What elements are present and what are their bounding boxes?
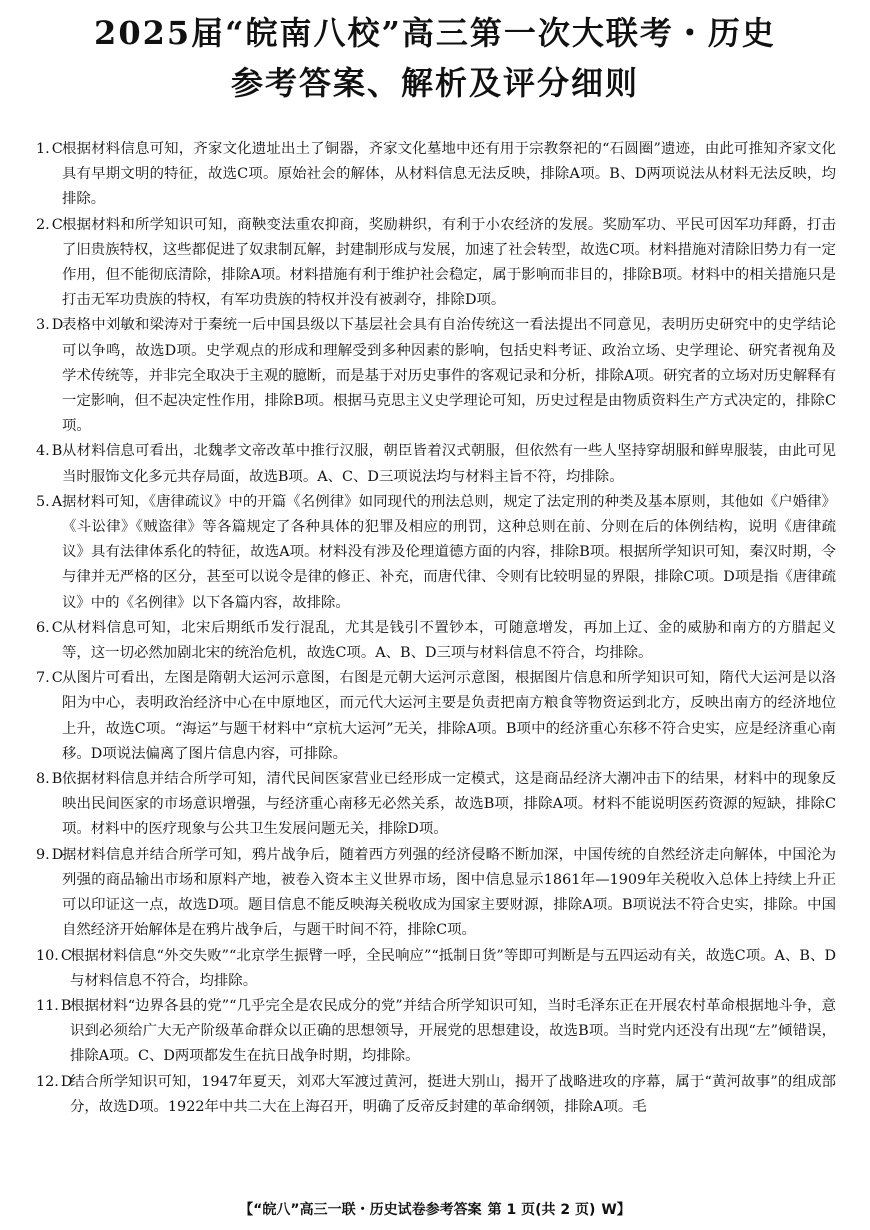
item-answer: D <box>60 1073 73 1090</box>
item-explanation: 从材料信息可看出，北魏孝文帝改革中推行汉服，朝臣皆着汉式朝服，但依然有一些人坚持穿胡服和鲜卑服装，由此可见当时服饰文化多元共存局面，故选B项。A、C、D三项说法均与材料主旨不符，均排除。 <box>62 443 836 485</box>
item-number: 6. <box>36 619 50 636</box>
page-title: 2025届“皖南八校”高三第一次大联考・历史 <box>94 14 776 52</box>
answer-item-12 <box>36 1070 836 1120</box>
page-subtitle: 参考答案、解析及评分细则 <box>230 64 639 102</box>
item-explanation: 依据材料信息并结合所学可知，清代民间医家营业已经形成一定模式，这是商品经济大潮冲击下的结果，材料中的现象反映出民间医家的市场意识增强，与经济重心南移无必然关系，故选B项，排除A项。材料不能说明医药资源的短缺，排除C项。材料中的医疗现象与公共卫生发展问题无关，排除D项。 <box>62 771 836 838</box>
item-number: 8. <box>36 771 50 788</box>
footer-code: W】 <box>601 1202 631 1218</box>
item-number: 9. <box>36 846 50 863</box>
answer-item-7 <box>36 666 836 767</box>
answer-item-10 <box>36 944 836 994</box>
answer-item-5 <box>36 490 836 616</box>
item-answer: C <box>60 947 72 964</box>
page-footer <box>0 1199 870 1221</box>
item-number: 10. <box>36 947 59 964</box>
item-number: 12. <box>36 1073 59 1090</box>
answer-item-1 <box>36 137 836 213</box>
item-answer: B <box>51 443 63 460</box>
footer-page-number: 第 1 页(共 2 页) <box>487 1202 596 1218</box>
item-number: 11. <box>36 997 59 1014</box>
item-explanation: 从材料信息可知，北宋后期纸币发行混乱，尤其是钱引不置钞本，可随意增发，再加上辽、金的威胁和南方的方腊起义等，这一切必然加剧北宋的统治危机，故选C项。A、B、D三项与材料信息不符合，均排除。 <box>62 619 836 662</box>
item-explanation: 表格中刘敏和梁涛对于秦统一后中国县级以下基层社会具有自治传统这一看法提出不同意见，表明历史研究中的史学结论可以争鸣，故选D项。史学观点的形成和理解受到多种因素的影响，包括史料考证、政治立场、史学理论、研究者视角及学术传统等，并非完全取决于主观的臆断，而是基于对历史事件的客观记录和分析，排除A项。研究者的立场对历史解释有一定影响，但不起决定性作用，排除B项。根据马克思主义史学理论可知，历史过程是由物质资料生产方式决定的，排除C项。 <box>62 317 836 435</box>
answer-list <box>36 137 836 1120</box>
item-number: 7. <box>36 670 50 687</box>
item-answer: C <box>51 619 63 636</box>
item-explanation: 根据材料“边界各县的党”“几乎完全是农民成分的党”并结合所学知识可知，当时毛泽东正在开展农村革命根据地斗争，意识到必须给广大无产阶级革命群众以正确的思想领导，开展党的思想建设，故选B项。当时党内还没有出现“左”倾错误，排除A项。C、D两项都发生在抗日战争时期，均排除。 <box>70 997 836 1065</box>
answer-item-4 <box>36 439 836 489</box>
answer-item-8 <box>36 767 836 843</box>
answer-item-6 <box>36 616 836 666</box>
answer-item-11 <box>36 994 836 1070</box>
item-explanation: 结合所学知识可知，1947年夏天，刘邓大军渡过黄河，挺进大别山，揭开了战略进攻的序幕，属于“黄河故事”的组成部分，故选D项。1922年中共二大在上海召开，明确了反帝反封建的革命纲领，排除A项。毛 <box>70 1073 836 1115</box>
item-number: 5. <box>36 493 50 510</box>
item-answer: C <box>51 670 63 687</box>
answer-item-3 <box>36 313 836 439</box>
item-answer: C <box>51 141 63 157</box>
item-number: 1. <box>36 141 50 157</box>
item-number: 3. <box>36 317 50 334</box>
item-answer: D <box>51 846 64 863</box>
answer-item-9 <box>36 843 836 944</box>
item-answer: D <box>51 317 64 334</box>
item-explanation: 根据材料信息可知，齐家文化遗址出土了铜器，齐家文化墓地中还有用于宗教祭祀的“石圆圈”遗迹，由此可推知齐家文化具有早期文明的特征，故选C项。原始社会的解体，从材料信息无法反映，排除A项。B、D两项说法从材料无法反映，均排除。 <box>62 141 836 208</box>
item-number: 2. <box>36 216 50 233</box>
item-explanation: 据材料信息并结合所学可知，鸦片战争后，随着西方列强的经济侵略不断加深，中国传统的自然经济走向解体，中国沦为列强的商品输出市场和原料产地，被卷入资本主义世界市场，图中信息显示1861年—1909年关税收入总体上持续上升正可以印证这一点，故选D项。题目信息不能反映海关税收成为国家主要财源，排除A项。B项说法不符合史实，排除。中国自然经济开始解体是在鸦片战争后，与题干时间不符，排除C项。 <box>62 846 836 939</box>
item-number: 4. <box>36 443 50 460</box>
item-answer: A <box>51 493 63 510</box>
item-answer: B <box>60 997 72 1014</box>
item-explanation: 根据材料信息“外交失败”“北京学生振臂一呼，全民响应”“抵制日货”等即可判断是与五四运动有关，故选C项。A、B、D与材料信息不符合，均排除。 <box>70 947 836 989</box>
item-answer: B <box>51 771 63 788</box>
item-explanation: 据材料可知，《唐律疏议》中的开篇《名例律》如同现代的刑法总则，规定了法定刑的种类及基本原则，其他如《户婚律》《斗讼律》《贼盗律》等各篇规定了各种具体的犯罪及相应的刑罚，这种总则在前、分则在后的体例结构，说明《唐律疏议》具有法律体系化的特征，故选A项。材料没有涉及伦理道德方面的内容，排除B项。根据所学知识可知，秦汉时期，令与律并无严格的区分，甚至可以说令是律的修正、补充，而唐代律、令则有比较明显的界限，排除C项。D项是指《唐律疏议》中的《名例律》以下各篇内容，故排除。 <box>62 493 836 611</box>
item-answer: C <box>51 216 63 233</box>
item-explanation: 根据材料和所学知识可知，商鞅变法重农抑商，奖励耕织，有利于小农经济的发展。奖励军功、平民可因军功拜爵，打击了旧贵族特权，这些都促进了奴隶制瓦解，封建制形成与发展，加速了社会转型，故选C项。材料措施对清除旧势力有一定作用，但不能彻底清除，排除A项。材料措施有利于维护社会稳定，属于影响而非目的，排除B项。材料中的相关措施只是打击无军功贵族的特权，有军功贵族的特权并没有被剥夺，排除D项。 <box>62 216 836 309</box>
footer-title: 【“皖八”高三一联・历史试卷参考答案 <box>239 1202 482 1218</box>
answer-item-2 <box>36 213 836 314</box>
item-explanation: 从图片可看出，左图是隋朝大运河示意图，右图是元朝大运河示意图，根据图片信息和所学知识可知，隋代大运河是以洛阳为中心，表明政治经济中心在中原地区，而元代大运河主要是负责把南方粮食等物资运到北方，反映出南方的经济地位上升，故选C项。“海运”与题干材料中“京杭大运河”无关，排除A项。B项中的经济重心东移不符合史实，应是经济重心南移。D项说法偏离了图片信息内容，可排除。 <box>62 670 836 762</box>
